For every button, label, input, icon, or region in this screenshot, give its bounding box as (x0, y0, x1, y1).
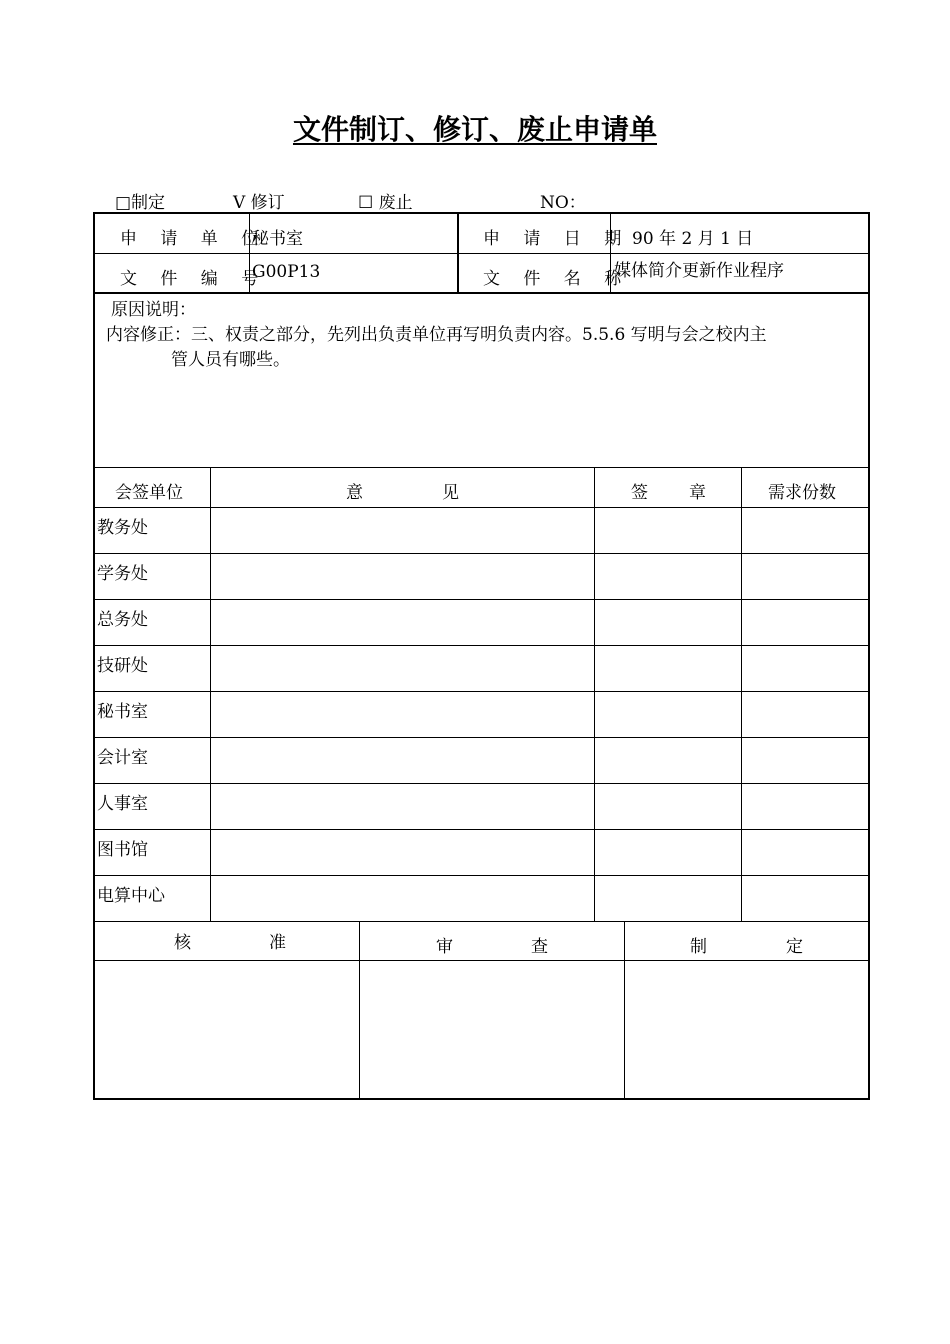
name-value[interactable]: 媒体简介更新作业程序 (614, 261, 784, 281)
row-divider (94, 829, 869, 830)
code-value[interactable]: G00P13 (252, 262, 321, 282)
review-header-a: 审 (436, 937, 453, 957)
col-divider (210, 467, 211, 921)
option-abolish[interactable]: ☐ 废止 (358, 193, 413, 213)
row-divider (94, 553, 869, 554)
option-create[interactable]: □制定 (115, 193, 166, 213)
copies-header: 需求份数 (768, 483, 836, 503)
opinion-header-b: 见 (442, 483, 459, 503)
reason-line-2: 管人员有哪些。 (171, 350, 290, 370)
dept-tech-research: 技研处 (97, 656, 148, 676)
dept-secretariat: 秘书室 (97, 702, 148, 722)
make-header-a: 制 (690, 937, 707, 957)
row-divider (94, 292, 869, 294)
dept-personnel: 人事室 (97, 794, 148, 814)
col-divider (741, 467, 742, 921)
row-divider (94, 599, 869, 600)
reason-line-1: 内容修正：三、权责之部分，先列出负责单位再写明负责内容。5.5.6 写明与会之校内主 (106, 325, 767, 345)
code-label: 文 件 编 号 (120, 269, 268, 289)
sign-header-a: 签 (631, 483, 648, 503)
dept-general-affairs: 总务处 (97, 610, 148, 630)
dept-library: 图书馆 (97, 840, 148, 860)
col-divider (624, 921, 625, 1099)
row-divider (94, 960, 869, 961)
sign-header-b: 章 (689, 483, 706, 503)
unit-value[interactable]: 秘书室 (252, 229, 303, 249)
col-divider (457, 213, 459, 293)
reason-section[interactable] (106, 298, 856, 373)
reason-label: 原因说明： (111, 300, 196, 320)
form-title: 文件制订、修订、废止申请单 (292, 113, 657, 146)
row-divider (94, 253, 869, 254)
approve-header-a: 核 (174, 933, 191, 953)
date-label: 申 请 日 期 (483, 229, 631, 249)
col-divider (359, 921, 360, 1099)
name-label: 文 件 名 称 (483, 269, 631, 289)
opinion-header-a: 意 (346, 483, 363, 503)
row-divider (94, 875, 869, 876)
date-value[interactable]: 90 年 2 月 1 日 (632, 229, 754, 249)
col-divider (594, 467, 595, 921)
row-divider (94, 737, 869, 738)
dept-academic-affairs: 教务处 (97, 518, 148, 538)
row-divider (94, 645, 869, 646)
number-label: NO： (540, 193, 586, 213)
option-revise[interactable]: V 修订 (233, 193, 285, 213)
approve-header-b: 准 (269, 933, 286, 953)
row-divider (94, 691, 869, 692)
unit-label: 申 请 单 位 (120, 229, 268, 249)
row-divider (94, 783, 869, 784)
dept-accounting: 会计室 (97, 748, 148, 768)
make-header-b: 定 (786, 937, 803, 957)
cosign-unit-header: 会签单位 (115, 483, 183, 503)
row-divider (94, 921, 869, 922)
dept-computer-center: 电算中心 (97, 886, 165, 906)
review-header-b: 查 (531, 937, 548, 957)
dept-student-affairs: 学务处 (97, 564, 148, 584)
